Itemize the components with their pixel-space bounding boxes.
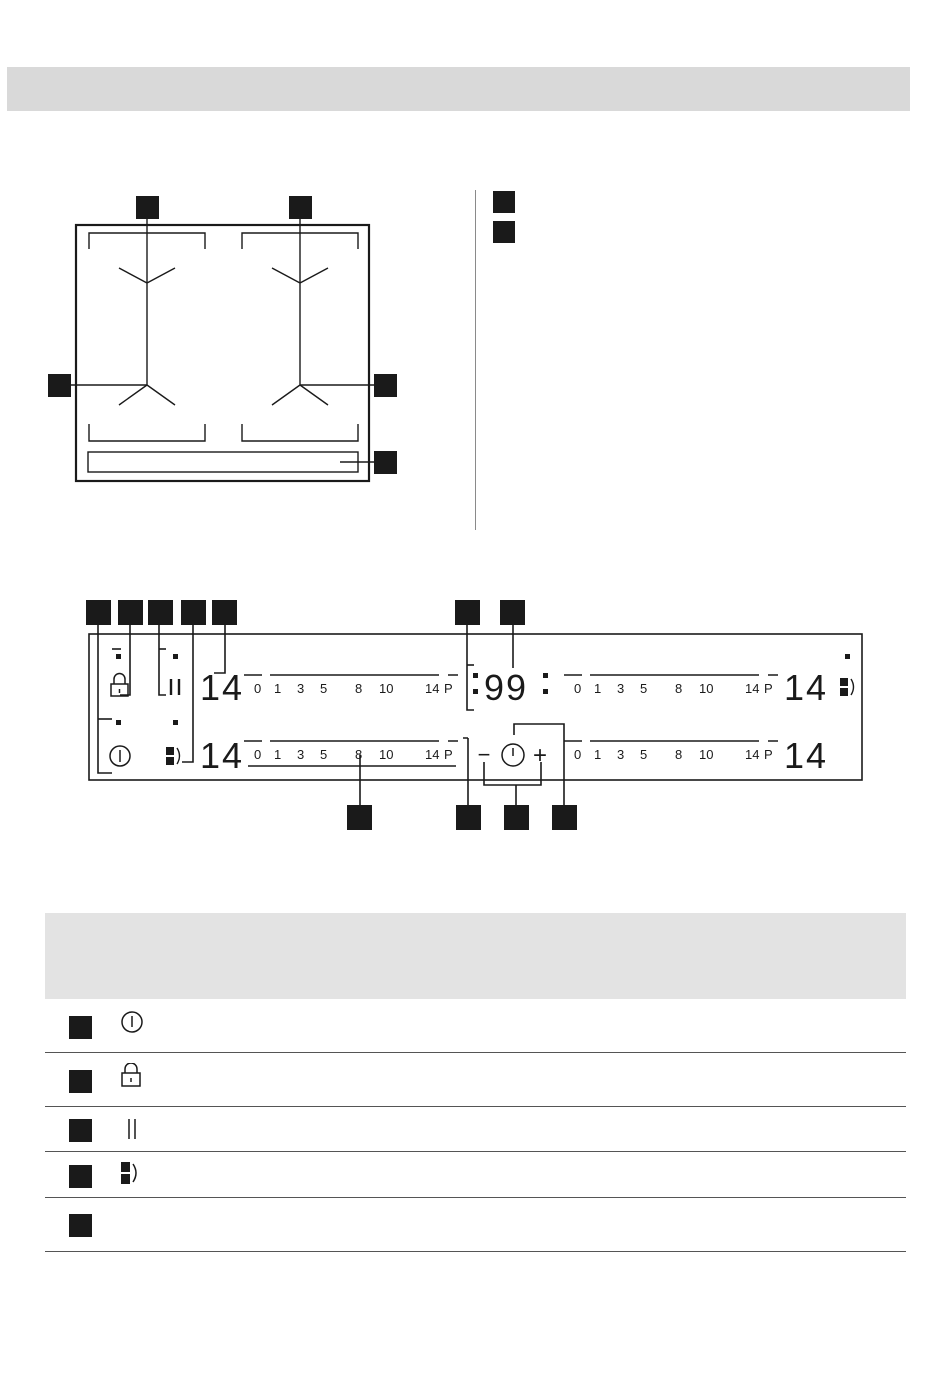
callout-marker: [500, 600, 525, 625]
scale-label[interactable]: 10: [379, 681, 394, 696]
scale-label[interactable]: 1: [274, 747, 282, 762]
callout-marker: [374, 374, 397, 397]
row-marker: [69, 1165, 92, 1188]
lock-icon: [119, 1063, 145, 1089]
scale-label[interactable]: 5: [320, 681, 328, 696]
scale-label[interactable]: 10: [379, 747, 394, 762]
scale-label[interactable]: 1: [274, 681, 282, 696]
zone-display: 14: [784, 667, 829, 708]
minus-symbol[interactable]: −: [477, 742, 491, 767]
pause-icon: [119, 1116, 145, 1142]
indicator-dot: [845, 654, 850, 659]
scale-label[interactable]: 3: [297, 747, 305, 762]
indicator-dot: [116, 720, 121, 725]
plus-symbol[interactable]: +: [532, 742, 548, 769]
scale-label[interactable]: 8: [355, 681, 363, 696]
scale-label[interactable]: 5: [640, 681, 648, 696]
table-row: [45, 1053, 906, 1107]
scale-label[interactable]: 0: [574, 747, 582, 762]
row-marker: [69, 1119, 92, 1142]
scale-label[interactable]: P: [764, 747, 773, 762]
power-icon: [110, 746, 130, 766]
callout-marker: [289, 196, 312, 219]
zone-display: 14: [200, 667, 245, 708]
zone-display: 14: [200, 735, 245, 776]
timer-icon: [502, 744, 524, 766]
legend-marker: [493, 221, 515, 243]
cooktop-diagram: [0, 0, 475, 540]
table-row: [45, 1107, 906, 1152]
bridge-icon: [840, 678, 854, 696]
indicator-dot: [173, 654, 178, 659]
callout-marker: [212, 600, 237, 625]
callout-marker: [181, 600, 206, 625]
timer-display: 99: [484, 667, 529, 708]
callout-marker: [456, 805, 481, 830]
scale-label[interactable]: 1: [594, 747, 602, 762]
callout-marker: [148, 600, 173, 625]
power-icon: [119, 1009, 145, 1035]
scale-label[interactable]: 14: [745, 747, 760, 762]
row-marker: [69, 1214, 92, 1237]
callout-marker: [455, 600, 480, 625]
lock-icon: [111, 674, 128, 697]
scale-label[interactable]: 14: [745, 681, 760, 696]
scale-label[interactable]: P: [444, 681, 453, 696]
callout-marker: [552, 805, 577, 830]
callout-marker: [48, 374, 71, 397]
scale-label[interactable]: 5: [640, 747, 648, 762]
scale-label[interactable]: 0: [254, 747, 262, 762]
scale-label[interactable]: 8: [675, 747, 683, 762]
callout-marker: [374, 451, 397, 474]
callout-marker: [504, 805, 529, 830]
control-panel-diagram: [0, 590, 950, 840]
indicator-dot: [173, 720, 178, 725]
column-divider: [475, 190, 476, 530]
scale-label[interactable]: 14: [425, 747, 440, 762]
scale-label[interactable]: 0: [254, 681, 262, 696]
table-header: [45, 913, 906, 999]
row-marker: [69, 1016, 92, 1039]
zone-display: 14: [784, 735, 829, 776]
scale-label[interactable]: 3: [617, 681, 625, 696]
bridge-icon: [119, 1160, 145, 1188]
bridge-icon: [166, 747, 180, 765]
scale-label[interactable]: 3: [617, 747, 625, 762]
callout-marker: [118, 600, 143, 625]
scale-label[interactable]: 8: [355, 747, 363, 762]
scale-label[interactable]: 3: [297, 681, 305, 696]
table-row: [45, 999, 906, 1053]
scale-label[interactable]: P: [444, 747, 453, 762]
table-row: [45, 1198, 906, 1252]
legend-marker: [493, 191, 515, 213]
scale-label[interactable]: 8: [675, 681, 683, 696]
table-row: [45, 1152, 906, 1198]
scale-label[interactable]: 14: [425, 681, 440, 696]
pause-icon: [171, 679, 179, 695]
scale-label[interactable]: 10: [699, 747, 714, 762]
scale-label[interactable]: 5: [320, 747, 328, 762]
scale-label[interactable]: 10: [699, 681, 714, 696]
callout-marker: [86, 600, 111, 625]
row-marker: [69, 1070, 92, 1093]
callout-marker: [347, 805, 372, 830]
scale-label[interactable]: P: [764, 681, 773, 696]
scale-label[interactable]: 0: [574, 681, 582, 696]
scale-label[interactable]: 1: [594, 681, 602, 696]
indicator-dot: [116, 654, 121, 659]
callout-marker: [136, 196, 159, 219]
